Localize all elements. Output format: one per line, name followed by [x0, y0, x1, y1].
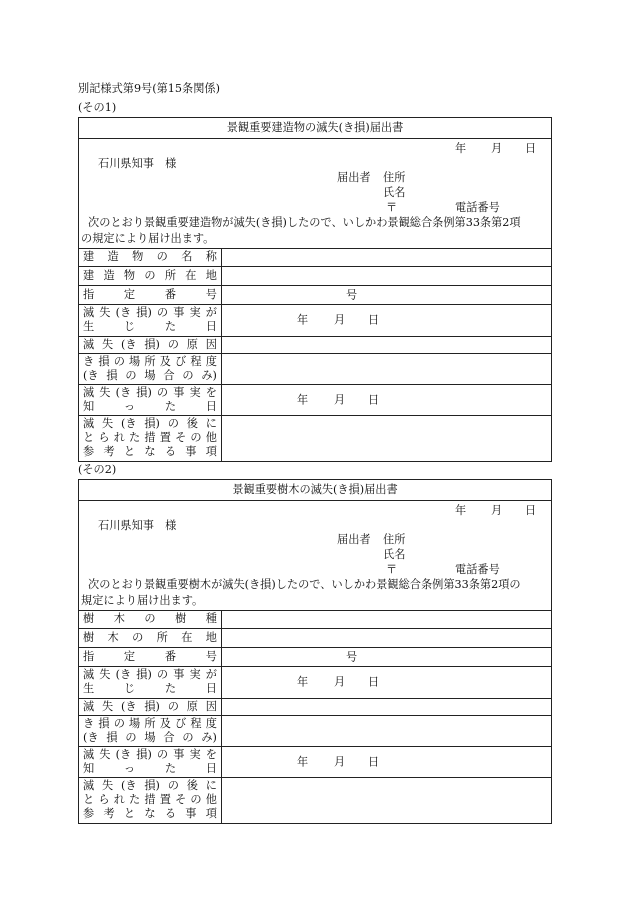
table-row: [79, 746, 551, 777]
form-2-header: [79, 480, 551, 611]
table-row: [79, 715, 551, 746]
date-month: 月: [334, 392, 346, 406]
label-char: れ: [113, 793, 125, 807]
label-char: 事: [173, 668, 185, 681]
applicant-label: 届出者: [337, 533, 371, 546]
table-row: [79, 285, 551, 304]
label-char: (き: [115, 306, 132, 319]
label-char: の: [156, 385, 169, 399]
label-char: 度: [205, 354, 217, 368]
label-char: っ: [123, 399, 136, 413]
form-1-header: [79, 118, 551, 249]
label-char: 損): [144, 417, 160, 431]
label-line: [83, 400, 217, 414]
label-char: (き: [121, 417, 137, 431]
label-char: 号: [205, 649, 217, 663]
row-label: [83, 288, 217, 302]
row-label: [83, 269, 217, 283]
label-char: 及: [159, 716, 171, 730]
label-char: 号: [205, 287, 217, 301]
date-day: 日: [368, 754, 380, 768]
label-char: 事: [173, 306, 185, 319]
table-row: [79, 647, 551, 666]
page-header: 別記様式第9号(第15条関係): [78, 82, 220, 95]
row-value-field[interactable]: [222, 777, 552, 823]
body-text-line2: の規定により届け出ます。: [81, 232, 215, 245]
label-char: る: [164, 445, 177, 459]
label-char: 置: [159, 431, 171, 445]
label-char: 失: [99, 385, 111, 399]
date-month: 月: [334, 675, 346, 689]
date-year: 年: [455, 142, 467, 155]
label-char: の: [125, 368, 137, 382]
label-char: 場: [129, 354, 141, 368]
date-year: 年: [297, 313, 309, 327]
label-char: (き: [115, 668, 132, 681]
label-line: [83, 386, 217, 400]
row-value-field[interactable]: [222, 415, 552, 461]
label-char: 事: [173, 385, 185, 399]
row-value-field[interactable]: [222, 249, 552, 266]
label-char: 損): [144, 779, 160, 793]
label-char: っ: [123, 761, 136, 775]
label-char: 番: [164, 649, 177, 663]
label-char: の: [190, 793, 202, 807]
label-char: 場: [144, 368, 156, 382]
label-char: 原: [186, 699, 198, 713]
number-suffix: 号: [346, 287, 358, 301]
row-label: [83, 355, 217, 383]
section-label-2: (その2): [78, 463, 117, 476]
date-month: 月: [491, 504, 503, 517]
form-title: 景観重要樹木の滅失(き損)届出書: [232, 483, 398, 496]
label-char: た: [164, 761, 177, 775]
label-char: 失: [99, 668, 111, 681]
applicant-label: 届出者: [337, 171, 371, 184]
section-label-1: (その1): [78, 101, 117, 114]
label-char: 滅: [83, 699, 95, 713]
label-char: 項: [205, 445, 217, 459]
label-char: 措: [144, 793, 156, 807]
label-char: 損: [98, 716, 110, 730]
label-char: 生: [83, 682, 95, 695]
body-text-line1: 次のとおり景観重要建造物が滅失(き損)したので、いしかわ景観総合条例第33条第2項: [88, 216, 521, 229]
label-char: み): [201, 368, 217, 382]
label-char: 程: [190, 354, 202, 368]
row-label: [83, 668, 217, 696]
label-char: 損): [136, 385, 152, 399]
label-char: た: [129, 431, 141, 445]
label-char: 滅: [83, 385, 95, 399]
number-suffix: 号: [346, 649, 358, 663]
label-char: れ: [113, 431, 125, 445]
table-row: [79, 249, 551, 266]
label-char: 日: [205, 682, 217, 695]
label-char: の: [113, 716, 125, 730]
table-row: [79, 611, 551, 628]
date-month: 月: [491, 142, 503, 155]
label-char: 在: [185, 268, 197, 282]
label-char: 指: [83, 287, 95, 301]
label-char: 樹: [175, 612, 187, 626]
label-char: 番: [164, 287, 177, 301]
label-line: [83, 369, 217, 383]
label-char: た: [164, 399, 177, 413]
table-row: [79, 666, 551, 698]
label-char: 知: [83, 761, 95, 775]
label-char: 種: [205, 612, 217, 626]
label-char: を: [205, 747, 217, 761]
label-char: 損: [106, 730, 118, 744]
label-char: な: [144, 807, 156, 821]
label-char: 度: [205, 716, 217, 730]
row-label: [83, 250, 217, 264]
label-char: 損): [136, 306, 152, 319]
label-char: た: [164, 320, 177, 333]
label-char: 場: [129, 716, 141, 730]
label-char: が: [205, 306, 217, 319]
label-char: 程: [190, 716, 202, 730]
label-char: そ: [175, 793, 187, 807]
label-char: 他: [205, 431, 217, 445]
body-text-line1: 次のとおり景観重要樹木が滅失(き損)したので、いしかわ景観総合条例第33条第2項の: [88, 578, 521, 591]
label-char: の: [132, 630, 144, 644]
label-line: [83, 779, 217, 793]
label-char: 日: [205, 761, 217, 775]
label-char: (き: [121, 779, 137, 793]
label-char: の: [144, 268, 156, 282]
row-value-field[interactable]: [222, 384, 552, 415]
label-char: の: [167, 779, 179, 793]
label-line: [83, 682, 217, 696]
row-label: [83, 748, 217, 776]
label-char: 失: [102, 779, 114, 793]
label-char: 所: [144, 716, 156, 730]
label-char: 考: [103, 445, 115, 459]
row-value-field[interactable]: [222, 266, 552, 285]
phone-field[interactable]: 電話番号: [455, 201, 500, 214]
label-char: の: [144, 612, 156, 626]
date-day: 日: [368, 392, 380, 406]
row-label: [83, 338, 217, 352]
label-char: 合: [163, 730, 175, 744]
label-char: の: [156, 250, 168, 264]
label-char: に: [205, 779, 217, 793]
label-char: 事: [173, 747, 185, 761]
label-char: 合: [163, 368, 175, 382]
label-char: (き: [115, 747, 132, 761]
row-value-field[interactable]: [222, 666, 552, 698]
date-year: 年: [297, 675, 309, 689]
label-char: 考: [103, 807, 115, 821]
label-char: 損: [98, 354, 110, 368]
label-char: そ: [175, 431, 187, 445]
label-char: (き: [83, 368, 99, 382]
table-row: [79, 336, 551, 353]
row-value-field[interactable]: [222, 304, 552, 336]
label-char: 置: [159, 793, 171, 807]
label-char: 及: [159, 354, 171, 368]
table-row: [79, 304, 551, 336]
label-line: [83, 717, 217, 731]
label-char: 所: [164, 268, 177, 282]
row-label: [83, 779, 217, 821]
label-char: 因: [205, 337, 217, 351]
label-line: [83, 748, 217, 762]
label-line: [83, 320, 217, 334]
label-char: 造: [103, 268, 115, 282]
label-line: [83, 306, 217, 320]
label-char: の: [156, 668, 169, 681]
label-char: 知: [83, 399, 95, 413]
label-line: [83, 431, 217, 445]
label-char: 後: [186, 779, 198, 793]
row-label: [83, 306, 217, 334]
date-year: 年: [297, 754, 309, 768]
label-char: の: [167, 337, 179, 351]
form-1: [78, 117, 552, 462]
label-char: ら: [98, 793, 110, 807]
label-char: の: [190, 431, 202, 445]
row-value-field[interactable]: [222, 647, 552, 666]
label-char: 場: [144, 730, 156, 744]
date-day: 日: [368, 675, 380, 689]
label-char: 後: [186, 417, 198, 431]
label-char: 滅: [83, 337, 95, 351]
label-line: [83, 668, 217, 682]
table-row: [79, 353, 551, 384]
label-char: 滅: [83, 779, 95, 793]
row-label: [83, 650, 217, 664]
label-char: き: [83, 354, 95, 368]
label-char: (き: [121, 337, 137, 351]
date-month: 月: [334, 313, 346, 327]
row-value-field[interactable]: [222, 698, 552, 715]
table-row: [79, 266, 551, 285]
label-char: と: [123, 445, 136, 459]
label-char: 失: [99, 306, 111, 319]
label-char: 実: [189, 306, 201, 319]
label-char: 参: [83, 445, 95, 459]
label-line: [83, 355, 217, 369]
label-char: の: [182, 730, 194, 744]
row-label: [83, 631, 217, 645]
row-label: [83, 700, 217, 714]
label-char: 在: [181, 630, 193, 644]
label-char: 木: [113, 612, 125, 626]
label-char: 滅: [83, 417, 95, 431]
label-char: き: [83, 716, 95, 730]
label-char: 参: [83, 807, 95, 821]
label-char: み): [201, 730, 217, 744]
label-char: 建: [83, 268, 95, 282]
form-title: 景観重要建造物の滅失(き損)届出書: [226, 121, 404, 134]
table-row: [79, 415, 551, 461]
label-char: 物: [132, 250, 144, 264]
label-char: 日: [205, 399, 217, 413]
label-char: と: [83, 431, 95, 445]
label-char: 生: [83, 320, 95, 333]
label-char: 実: [189, 668, 201, 681]
label-char: じ: [123, 320, 136, 333]
phone-field[interactable]: 電話番号: [455, 563, 500, 576]
label-char: な: [144, 445, 156, 459]
table-row: [79, 628, 551, 647]
label-char: の: [156, 306, 169, 319]
label-char: 事: [185, 445, 197, 459]
detail-table-2: [79, 611, 551, 823]
label-char: が: [205, 668, 217, 681]
row-value-field[interactable]: [222, 746, 552, 777]
applicant-name-field[interactable]: 氏名: [383, 186, 406, 199]
label-char: 樹: [83, 630, 95, 644]
label-char: の: [156, 747, 169, 761]
label-char: の: [167, 417, 179, 431]
label-char: 建: [83, 250, 95, 264]
label-char: 名: [181, 250, 193, 264]
row-value-field[interactable]: [222, 353, 552, 384]
label-char: 損): [144, 337, 160, 351]
applicant-address-field[interactable]: 住所: [383, 171, 406, 184]
label-char: 事: [185, 807, 197, 821]
postal-mark: 〒: [386, 201, 398, 214]
label-char: の: [182, 368, 194, 382]
label-char: 失: [102, 337, 114, 351]
label-char: 他: [205, 793, 217, 807]
label-char: 損: [106, 368, 118, 382]
label-char: た: [129, 793, 141, 807]
applicant-name-field[interactable]: 氏名: [383, 548, 406, 561]
label-char: 措: [144, 431, 156, 445]
label-char: 日: [205, 320, 217, 333]
label-char: 損): [136, 747, 152, 761]
label-char: 称: [205, 250, 217, 264]
form-2: [78, 479, 552, 824]
label-char: 失: [99, 747, 111, 761]
date-day: 日: [525, 142, 537, 155]
label-char: 定: [123, 649, 136, 663]
label-char: 地: [205, 630, 217, 644]
label-char: 滅: [83, 306, 95, 319]
label-char: 原: [186, 337, 198, 351]
table-row: [79, 384, 551, 415]
label-char: 項: [205, 807, 217, 821]
label-line: [83, 417, 217, 431]
label-char: 損): [144, 699, 160, 713]
label-char: 失: [102, 417, 114, 431]
row-value-field[interactable]: [222, 611, 552, 628]
label-char: 地: [205, 268, 217, 282]
date-year: 年: [455, 504, 467, 517]
label-char: る: [164, 807, 177, 821]
label-char: 滅: [83, 668, 95, 681]
label-char: 樹: [83, 612, 95, 626]
addressee: 石川県知事 様: [98, 157, 177, 170]
body-text-line2: 規定により届け出ます。: [81, 594, 204, 607]
table-row: [79, 777, 551, 823]
label-char: 因: [205, 699, 217, 713]
date-day: 日: [525, 504, 537, 517]
label-char: (き: [115, 385, 132, 399]
date-month: 月: [334, 754, 346, 768]
postal-mark: 〒: [386, 563, 398, 576]
label-char: 指: [83, 649, 95, 663]
label-char: に: [205, 417, 217, 431]
addressee: 石川県知事 様: [98, 519, 177, 532]
detail-table-1: [79, 249, 551, 461]
row-label: [83, 417, 217, 459]
label-char: 木: [107, 630, 119, 644]
label-char: た: [164, 682, 177, 695]
label-char: び: [175, 716, 187, 730]
label-char: ら: [98, 431, 110, 445]
label-char: 失: [102, 699, 114, 713]
label-line: [83, 445, 217, 459]
label-char: 造: [107, 250, 119, 264]
date-day: 日: [368, 313, 380, 327]
label-line: [83, 807, 217, 821]
row-value-field[interactable]: [222, 336, 552, 353]
date-year: 年: [297, 392, 309, 406]
row-label: [83, 717, 217, 745]
label-char: と: [123, 807, 136, 821]
label-char: を: [205, 385, 217, 399]
label-line: [83, 731, 217, 745]
label-char: と: [83, 793, 95, 807]
row-label: [83, 386, 217, 414]
row-label: [83, 612, 217, 626]
label-char: 定: [123, 287, 136, 301]
label-line: [83, 762, 217, 776]
label-char: び: [175, 354, 187, 368]
label-char: 損): [136, 668, 152, 681]
label-char: じ: [123, 682, 136, 695]
label-char: (き: [121, 699, 137, 713]
table-row: [79, 698, 551, 715]
label-char: 実: [189, 747, 201, 761]
label-char: の: [113, 354, 125, 368]
row-value-field[interactable]: [222, 628, 552, 647]
row-value-field[interactable]: [222, 285, 552, 304]
row-value-field[interactable]: [222, 715, 552, 746]
label-char: (き: [83, 730, 99, 744]
label-char: の: [125, 730, 137, 744]
label-char: の: [167, 699, 179, 713]
applicant-address-field[interactable]: 住所: [383, 533, 406, 546]
label-char: 滅: [83, 747, 95, 761]
label-char: 実: [189, 385, 201, 399]
label-line: [83, 793, 217, 807]
label-char: 物: [123, 268, 136, 282]
label-char: 所: [156, 630, 168, 644]
label-char: 所: [144, 354, 156, 368]
